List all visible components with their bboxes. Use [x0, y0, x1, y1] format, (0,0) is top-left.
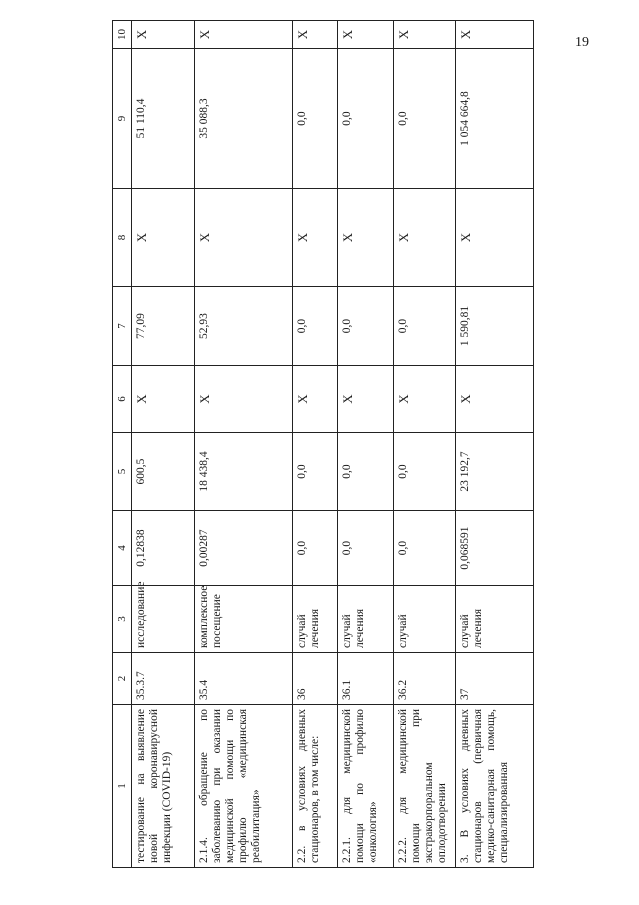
row-col10-mark: X [456, 21, 534, 49]
column-header: 10 [113, 21, 132, 49]
row-col5-value: 0,0 [338, 433, 394, 511]
row-unit: случай лечения [338, 586, 394, 653]
row-col10-mark: X [338, 21, 394, 49]
row-description: 2.2.2. для медицинской помощи при экстракорпоральном оплодотворении [394, 705, 456, 868]
column-header: 7 [113, 287, 132, 366]
row-description: 2.2.1. для медицинской помощи по профилю «онкология» [338, 705, 394, 868]
row-col7-value: 0,0 [293, 287, 338, 366]
row-col4-value: 0,0 [293, 511, 338, 586]
table-row [293, 21, 338, 868]
row-description: 2.2. в условиях дневных стационаров, в том числе: [293, 705, 338, 868]
column-header: 3 [113, 586, 132, 653]
row-col4-value: 0,00287 [195, 511, 293, 586]
column-header: 5 [113, 433, 132, 511]
row-code: 36.1 [338, 653, 394, 705]
row-unit: комплексное посещение [195, 586, 293, 653]
row-col8-mark: X [132, 189, 195, 287]
row-col8-mark: X [456, 189, 534, 287]
row-col4-value: 0,068591 [456, 511, 534, 586]
row-col4-value: 0,0 [394, 511, 456, 586]
row-unit: случай [394, 586, 456, 653]
row-col7-value: 52,93 [195, 287, 293, 366]
row-col8-mark: X [293, 189, 338, 287]
column-header: 1 [113, 705, 132, 868]
row-description: 2.1.4. обращение по заболеванию при оказании медицинской помощи по профилю «медицинская реабилитация» [195, 705, 293, 868]
row-code: 35.4 [195, 653, 293, 705]
table-row [456, 21, 534, 868]
row-col9-value: 0,0 [338, 49, 394, 189]
row-col8-mark: X [394, 189, 456, 287]
row-col9-value: 51 110,4 [132, 49, 195, 189]
column-header: 9 [113, 49, 132, 189]
row-col9-value: 0,0 [394, 49, 456, 189]
row-col8-mark: X [338, 189, 394, 287]
row-code: 36.2 [394, 653, 456, 705]
row-col9-value: 35 088,3 [195, 49, 293, 189]
row-col10-mark: X [394, 21, 456, 49]
column-header: 2 [113, 653, 132, 705]
row-unit: исследование [132, 586, 195, 653]
row-col9-value: 0,0 [293, 49, 338, 189]
rotated-table-container [112, 21, 534, 868]
row-col6-mark: X [195, 366, 293, 433]
column-header: 8 [113, 189, 132, 287]
row-col4-value: 0,0 [338, 511, 394, 586]
row-col5-value: 0,0 [394, 433, 456, 511]
row-col6-mark: X [456, 366, 534, 433]
table-header-row [113, 21, 132, 868]
row-col5-value: 600,5 [132, 433, 195, 511]
row-description: тестирование на выявление новой коронавирусной инфекции (COVID-19) [132, 705, 195, 868]
row-code: 36 [293, 653, 338, 705]
column-header: 6 [113, 366, 132, 433]
row-col6-mark: X [132, 366, 195, 433]
row-col6-mark: X [338, 366, 394, 433]
row-col6-mark: X [293, 366, 338, 433]
row-col10-mark: X [132, 21, 195, 49]
row-col4-value: 0,12838 [132, 511, 195, 586]
table-row [338, 21, 394, 868]
row-unit: случай лечения [293, 586, 338, 653]
page-number: 19 [575, 35, 589, 50]
row-col8-mark: X [195, 189, 293, 287]
row-col6-mark: X [394, 366, 456, 433]
row-col7-value: 0,0 [394, 287, 456, 366]
column-header: 4 [113, 511, 132, 586]
row-col5-value: 23 192,7 [456, 433, 534, 511]
table-row [195, 21, 293, 868]
row-col10-mark: X [195, 21, 293, 49]
row-col7-value: 77,09 [132, 287, 195, 366]
row-col5-value: 18 438,4 [195, 433, 293, 511]
table-row [394, 21, 456, 868]
table-row [132, 21, 195, 868]
row-unit: случай лечения [456, 586, 534, 653]
tariff-table [112, 20, 534, 868]
row-code: 35.3.7 [132, 653, 195, 705]
row-col9-value: 1 054 664,8 [456, 49, 534, 189]
row-code: 37 [456, 653, 534, 705]
row-description: 3. В условиях дневных стационаров (первичная медико-санитарная помощь, специализированная [456, 705, 534, 868]
row-col10-mark: X [293, 21, 338, 49]
row-col5-value: 0,0 [293, 433, 338, 511]
row-col7-value: 1 590,81 [456, 287, 534, 366]
row-col7-value: 0,0 [338, 287, 394, 366]
